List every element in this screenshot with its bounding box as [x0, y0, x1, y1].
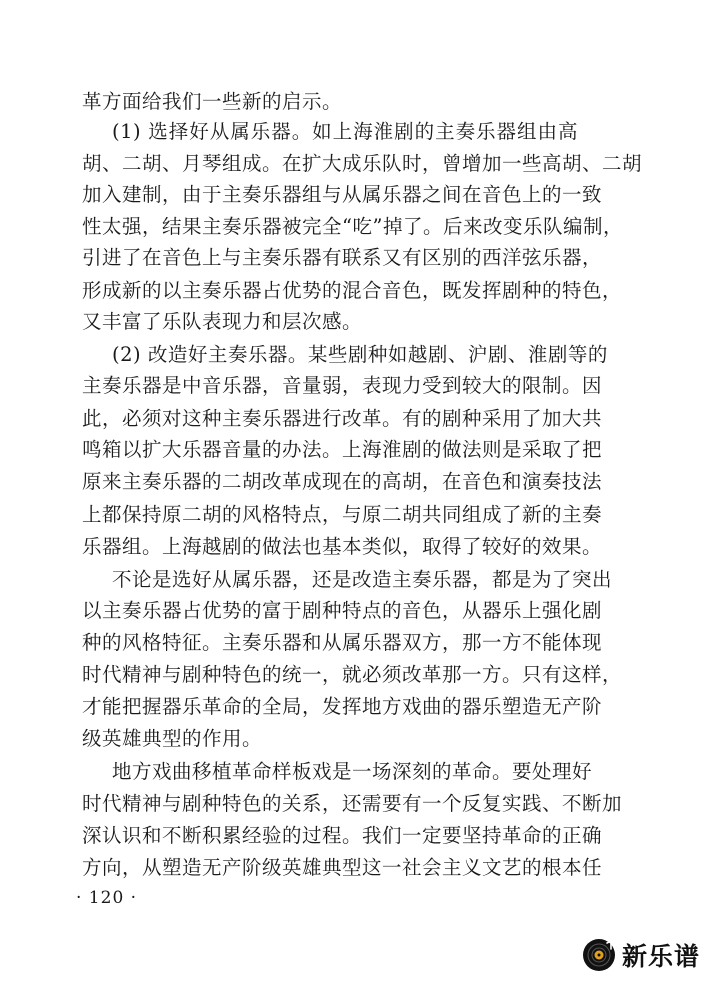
text-line: 上都保持原二胡的风格特点，与原二胡共同组成了新的主奏 — [82, 503, 603, 526]
text-line: 主奏乐器是中音乐器，音量弱，表现力受到较大的限制。因 — [82, 374, 603, 397]
text-line: 原来主奏乐器的二胡改革成现在的高胡，在音色和演奏技法 — [82, 470, 603, 493]
text-line: 鸣箱以扩大乐器音量的办法。上海淮剧的做法则是采取了把 — [82, 438, 603, 461]
watermark-logo — [582, 935, 700, 975]
text-line: 乐器组。上海越剧的做法也基本类似，取得了较好的效果。 — [82, 535, 603, 558]
text-line: 才能把握器乐革命的全局，发挥地方戏曲的器乐塑造无产阶 — [82, 695, 603, 718]
text-line: 级英雄典型的作用。 — [82, 727, 263, 750]
text-line: 此，必须对这种主奏乐器进行改革。有的剧种采用了加大共 — [82, 407, 603, 430]
text-line: 时代精神与剧种特色的关系，还需要有一个反复实践、不断加 — [82, 792, 623, 815]
text-line: 胡、二胡、月琴组成。在扩大成乐队时，曾增加一些高胡、二胡 — [82, 152, 643, 175]
text-line: 以主奏乐器占优势的富于剧种特点的音色，从器乐上强化剧 — [82, 599, 603, 622]
text-line: 引进了在音色上与主奏乐器有联系又有区别的西洋弦乐器， — [82, 246, 603, 269]
text-line: 种的风格特征。主奏乐器和从属乐器双方，那一方不能体现 — [82, 631, 603, 654]
text-line: 形成新的以主奏乐器占优势的混合音色，既发挥剧种的特色， — [82, 279, 623, 302]
text-line: 革方面给我们一些新的启示。 — [82, 90, 343, 113]
text-line: 方向，从塑造无产阶级英雄典型这一社会主义文艺的根本任 — [82, 856, 603, 879]
text-line: 又丰富了乐队表现力和层次感。 — [82, 310, 363, 333]
page-number: · 120 · — [76, 888, 138, 908]
text-line: 时代精神与剧种特色的统一，就必须改革那一方。只有这样， — [82, 663, 623, 686]
text-line: (1) 选择好从属乐器。如上海淮剧的主奏乐器组由高 — [112, 120, 578, 143]
text-line: 性太强，结果主奏乐器被完全“吃”掉了。后来改变乐队编制， — [82, 215, 623, 238]
text-line: 不论是选好从属乐器，还是改造主奏乐器，都是为了突出 — [112, 568, 613, 591]
text-line: 地方戏曲移植革命样板戏是一场深刻的革命。要处理好 — [112, 760, 593, 783]
music-disc-icon — [582, 938, 616, 972]
text-line: (2) 改造好主奏乐器。某些剧种如越剧、沪剧、淮剧等的 — [112, 343, 608, 366]
text-line: 加入建制，由于主奏乐器组与从属乐器之间在音色上的一致 — [82, 183, 603, 206]
text-line: 深认识和不断积累经验的过程。我们一定要坚持革命的正确 — [82, 824, 603, 847]
watermark-text: 新乐谱 — [621, 942, 700, 971]
